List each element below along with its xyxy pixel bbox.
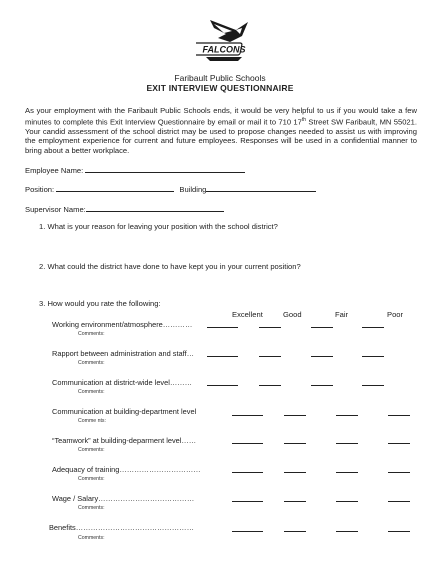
rating-item-comments: Comments:	[78, 447, 105, 453]
rating-blank-poor[interactable]	[362, 327, 384, 328]
rating-blank-fair[interactable]	[336, 443, 358, 444]
rating-blank-poor[interactable]	[388, 443, 410, 444]
question-3: 3. How would you rate the following:	[39, 299, 161, 308]
rating-blank-excellent[interactable]	[232, 415, 263, 416]
intro-superscript: th	[301, 116, 307, 123]
position-blank[interactable]	[56, 183, 174, 192]
rating-item-label: Communication at building-department level	[52, 407, 197, 416]
rating-blank-excellent[interactable]	[207, 385, 238, 386]
rating-blank-fair[interactable]	[311, 385, 333, 386]
rating-item-label: Benefits…………………………………………	[49, 523, 194, 532]
employee-name-field	[25, 164, 245, 175]
rating-item-comments: Comments:	[78, 360, 105, 366]
rating-blank-fair[interactable]	[336, 531, 358, 532]
rating-item-comments: Comments:	[78, 535, 105, 541]
rating-item-label: Working environment/atmosphere…………	[52, 320, 193, 329]
employee-name-blank[interactable]	[85, 164, 245, 173]
rating-blank-good[interactable]	[259, 356, 281, 357]
rating-header-poor: Poor	[387, 310, 404, 319]
rating-item-label: Adequacy of training……………………………	[52, 465, 201, 474]
rating-item-comments: Comments:	[78, 331, 105, 337]
question-2: 2. What could the district have done to have kept you in your current position?	[39, 262, 301, 271]
rating-item-label: “Teamwork” at building-deparment level……	[52, 436, 197, 445]
rating-blank-excellent[interactable]	[232, 531, 263, 532]
rating-blank-poor[interactable]	[388, 531, 410, 532]
rating-blank-fair[interactable]	[336, 501, 358, 502]
supervisor-name-field	[25, 203, 224, 214]
intro-paragraph	[25, 106, 417, 156]
rating-item-label: Rapport between administration and staff…	[52, 349, 195, 358]
rating-blank-excellent[interactable]	[232, 501, 263, 502]
rating-item-comments: Comments:	[78, 505, 105, 511]
rating-blank-fair[interactable]	[311, 327, 333, 328]
rating-blank-good[interactable]	[259, 385, 281, 386]
rating-blank-good[interactable]	[284, 443, 306, 444]
falcon-bird-icon	[196, 16, 252, 68]
position-field	[25, 183, 316, 194]
intro-text-part2: Street SW Faribault, MN 55021. Your candid assessment of the school district may be used to propose changes needed to assist us with improving the employment experience for current and future employees. Responses will be used in a confidential manner to bring about a better workplace.	[25, 117, 417, 155]
falcons-logo	[196, 16, 252, 68]
rating-item-comments: Comme nts:	[78, 418, 106, 424]
rating-header-fair: Fair	[335, 310, 349, 319]
school-name: Faribault Public Schools	[174, 73, 266, 83]
rating-header-good: Good	[283, 310, 302, 319]
rating-item-comments: Comments:	[78, 476, 105, 482]
rating-blank-poor[interactable]	[388, 415, 410, 416]
rating-blank-poor[interactable]	[388, 501, 410, 502]
intro-text-part1: As your employment with the Faribault Public Schools ends, it would be very helpful to us if you would take a few minutes to complete this Exit Interview Questionnaire by email or mail it to 710 17	[25, 106, 417, 127]
rating-blank-fair[interactable]	[311, 356, 333, 357]
rating-blank-good[interactable]	[284, 472, 306, 473]
rating-blank-excellent[interactable]	[232, 472, 263, 473]
building-blank[interactable]	[206, 183, 316, 192]
rating-blank-good[interactable]	[284, 501, 306, 502]
rating-blank-poor[interactable]	[388, 472, 410, 473]
rating-blank-good[interactable]	[284, 531, 306, 532]
rating-blank-poor[interactable]	[362, 385, 384, 386]
supervisor-name-label: Supervisor Name:	[25, 205, 86, 214]
rating-item-comments: Comments:	[78, 389, 105, 395]
rating-blank-good[interactable]	[284, 415, 306, 416]
rating-blank-good[interactable]	[259, 327, 281, 328]
document-title: EXIT INTERVIEW QUESTIONNAIRE	[146, 83, 294, 93]
supervisor-name-blank[interactable]	[86, 203, 224, 212]
rating-item-label: Communication at district-wide level………	[52, 378, 193, 387]
rating-blank-excellent[interactable]	[207, 327, 238, 328]
employee-name-label: Employee Name:	[25, 166, 84, 175]
building-label: Building	[179, 185, 207, 194]
rating-header-excellent: Excellent	[232, 310, 263, 319]
rating-blank-excellent[interactable]	[207, 356, 238, 357]
rating-blank-excellent[interactable]	[232, 443, 263, 444]
rating-blank-poor[interactable]	[362, 356, 384, 357]
logo-wordmark: FALCONS	[202, 44, 246, 55]
rating-blank-fair[interactable]	[336, 415, 358, 416]
rating-item-label: Wage / Salary…………………………………	[52, 494, 195, 503]
rating-blank-fair[interactable]	[336, 472, 358, 473]
question-1: 1. What is your reason for leaving your position with the school district?	[39, 222, 278, 231]
position-label: Position:	[25, 185, 55, 194]
